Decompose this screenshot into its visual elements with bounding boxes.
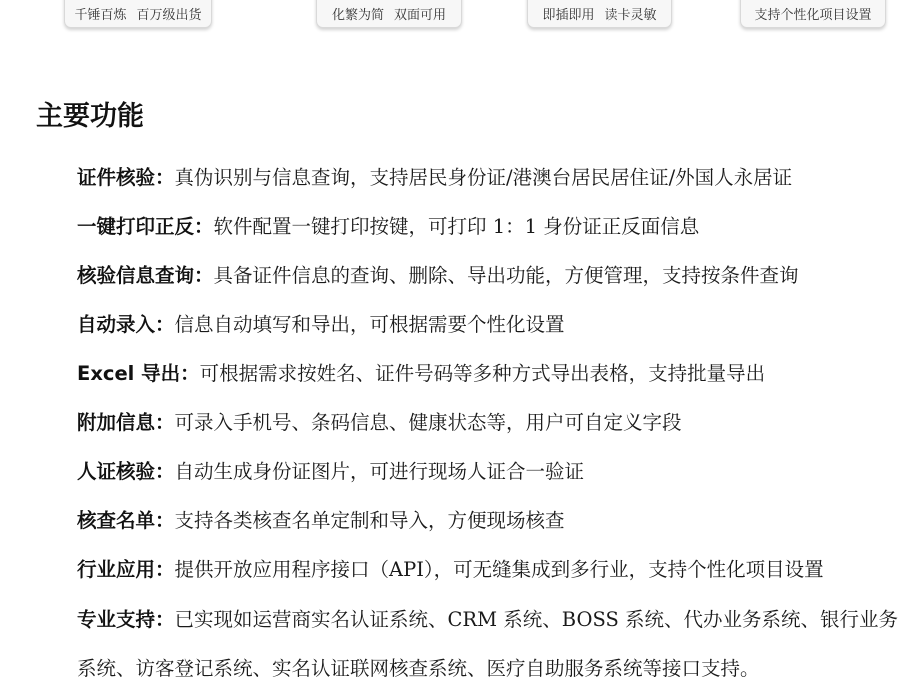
feature-label: 自动录入： bbox=[77, 313, 175, 336]
feature-tag-text: 百万级出货 bbox=[136, 8, 202, 23]
feature-label: 一键打印正反： bbox=[77, 215, 214, 238]
feature-item bbox=[77, 595, 900, 693]
feature-tag bbox=[527, 0, 672, 28]
feature-tag bbox=[740, 0, 886, 28]
feature-item bbox=[77, 206, 900, 255]
feature-label: 核查名单： bbox=[77, 509, 175, 532]
feature-tag bbox=[64, 0, 212, 28]
feature-item bbox=[77, 500, 900, 549]
feature-label: 行业应用： bbox=[77, 558, 175, 581]
feature-item bbox=[77, 304, 900, 353]
feature-item bbox=[77, 402, 900, 451]
feature-description: 可录入手机号、条码信息、健康状态等，用户可自定义字段 bbox=[174, 411, 682, 434]
feature-description: 信息自动填写和导出，可根据需要个性化设置 bbox=[174, 313, 565, 336]
feature-item bbox=[77, 451, 900, 500]
feature-tag-text: 化繁为简 bbox=[331, 8, 384, 23]
feature-tag-row bbox=[0, 0, 900, 34]
feature-item bbox=[77, 255, 900, 304]
feature-tag-text: 千锤百炼 bbox=[74, 8, 127, 23]
feature-label: 核验信息查询： bbox=[77, 264, 214, 287]
feature-item bbox=[77, 157, 900, 206]
feature-description: 提供开放应用程序接口（API），可无缝集成到多行业，支持个性化项目设置 bbox=[174, 558, 824, 581]
feature-tag-text: 支持个性化项目设置 bbox=[754, 8, 872, 23]
feature-description: 软件配置一键打印按键，可打印 1：1 身份证正反面信息 bbox=[213, 215, 700, 238]
feature-description: 可根据需求按姓名、证件号码等多种方式导出表格，支持批量导出 bbox=[199, 362, 766, 385]
feature-tag-text: 读卡灵敏 bbox=[604, 8, 657, 23]
feature-tag-text: 即插即用 bbox=[542, 8, 595, 23]
feature-label: 附加信息： bbox=[77, 411, 175, 434]
feature-tag-text: 双面可用 bbox=[394, 8, 447, 23]
feature-item bbox=[77, 549, 900, 598]
feature-label: 证件核验： bbox=[77, 166, 175, 189]
feature-label: 人证核验： bbox=[77, 460, 175, 483]
feature-description: 已实现如运营商实名认证系统、CRM 系统、BOSS 系统、代办业务系统、银行业务系统、访客登记系统、实名认证联网核查系统、医疗自助服务系统等接口支持。 bbox=[77, 608, 899, 680]
feature-description: 具备证件信息的查询、删除、导出功能，方便管理，支持按条件查询 bbox=[213, 264, 799, 287]
feature-label: 专业支持： bbox=[77, 608, 175, 631]
feature-description: 真伪识别与信息查询，支持居民身份证/港澳台居民居住证/外国人永居证 bbox=[174, 166, 793, 189]
feature-item bbox=[77, 353, 900, 402]
feature-list bbox=[77, 157, 900, 693]
feature-description: 自动生成身份证图片，可进行现场人证合一验证 bbox=[174, 460, 585, 483]
feature-label: Excel 导出： bbox=[77, 362, 200, 385]
section-title: 主要功能 bbox=[36, 101, 144, 132]
feature-description: 支持各类核查名单定制和导入，方便现场核查 bbox=[174, 509, 565, 532]
feature-tag bbox=[316, 0, 462, 28]
